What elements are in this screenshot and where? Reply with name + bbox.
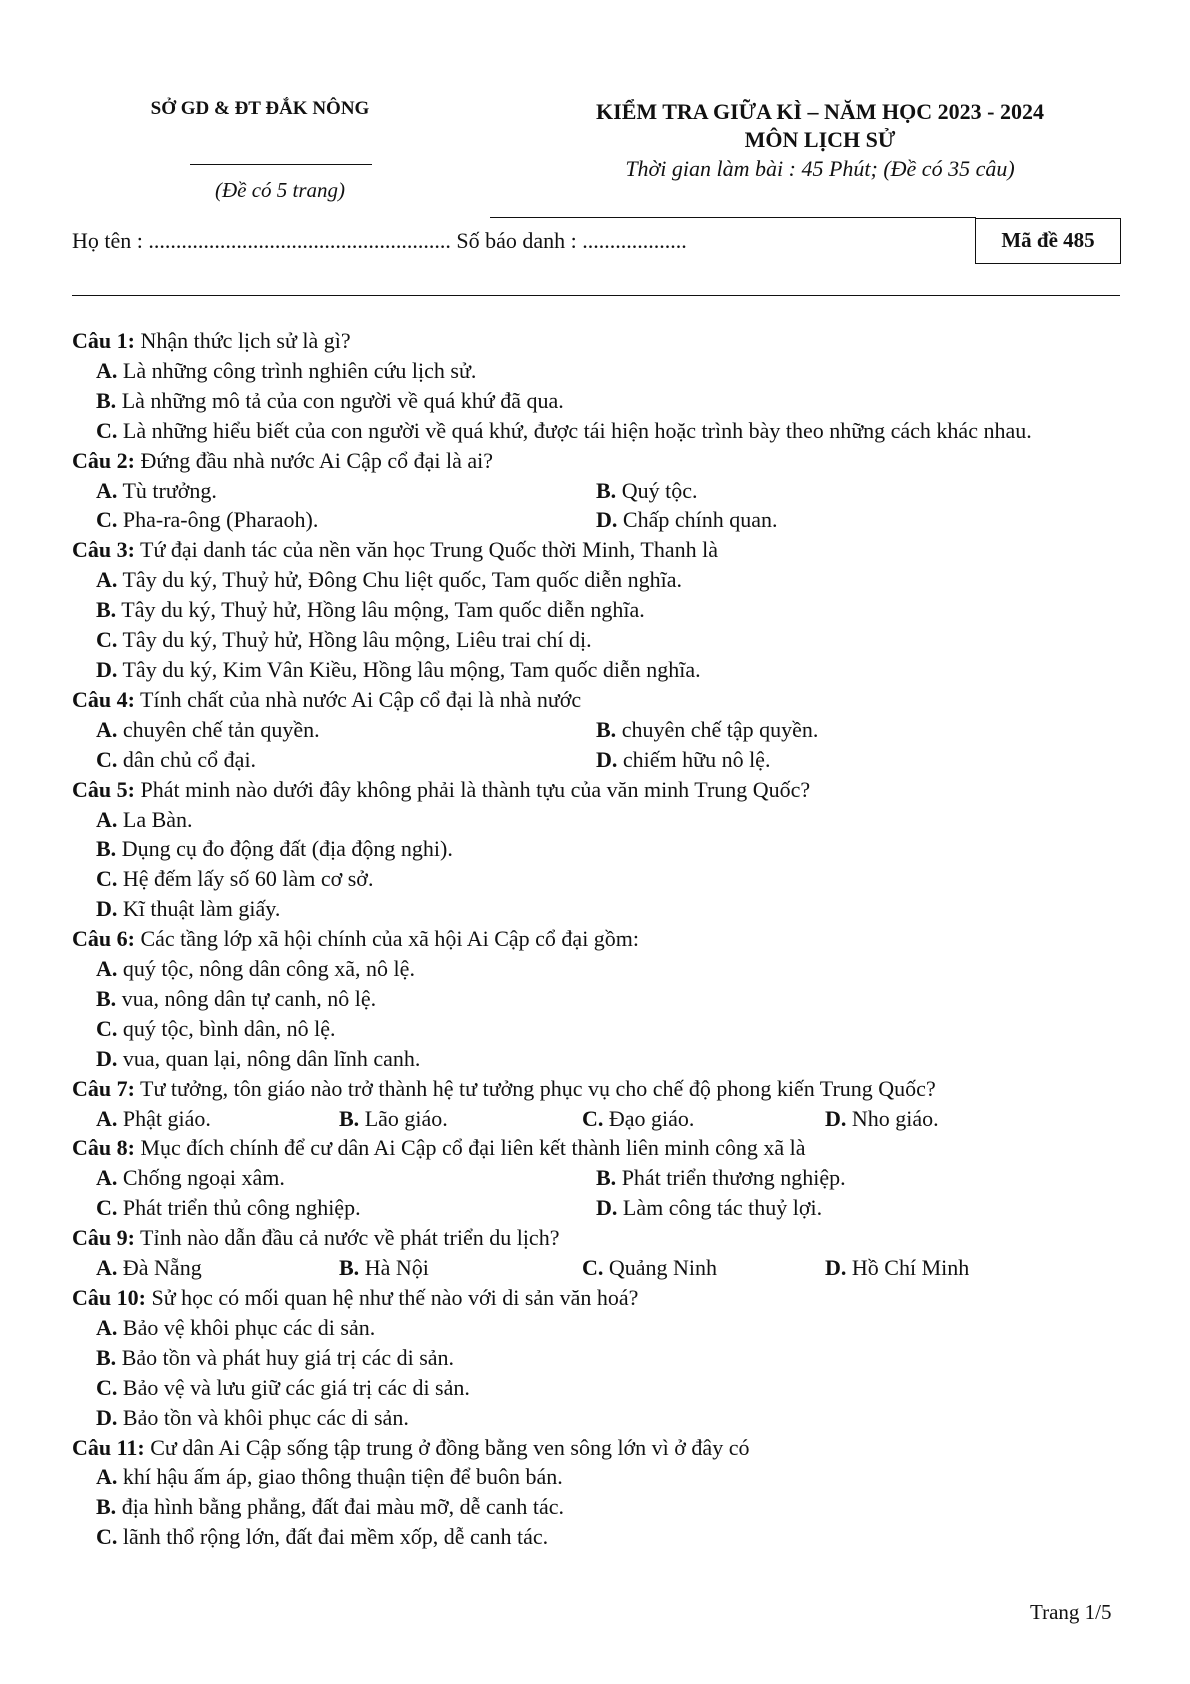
option-letter: B.	[96, 1494, 117, 1520]
option-text: Chấp chính quan.	[617, 507, 778, 533]
answer-option	[72, 984, 1127, 1014]
option-text: Quý tộc.	[616, 477, 698, 503]
option-letter: B.	[339, 1255, 360, 1281]
option-letter: A.	[96, 716, 118, 742]
answer-option	[72, 416, 1127, 446]
option-letter: B.	[596, 716, 617, 742]
question-label: Câu 3:	[72, 537, 135, 563]
question-stem	[72, 685, 1127, 715]
question-label: Câu 5:	[72, 776, 135, 802]
option-letter: B.	[96, 597, 117, 623]
answer-option	[72, 954, 1127, 984]
option-letter: C.	[96, 866, 118, 892]
option-text: Tây du ký, Thuỷ hử, Đông Chu liệt quốc, Tam quốc diễn nghĩa.	[117, 567, 682, 593]
option-text: Hồ Chí Minh	[846, 1255, 970, 1281]
option-row	[72, 1253, 1127, 1283]
answer-option	[596, 715, 1096, 745]
question-label: Câu 8:	[72, 1135, 135, 1161]
question-stem	[72, 775, 1127, 805]
answer-option	[72, 1343, 1127, 1373]
option-text: quý tộc, bình dân, nô lệ.	[117, 1015, 336, 1041]
answer-option	[72, 565, 1127, 595]
option-letter: B.	[596, 1165, 617, 1191]
option-text: Hà Nội	[359, 1255, 429, 1281]
answer-option	[72, 356, 1127, 386]
answer-option	[72, 1403, 1127, 1433]
question-label: Câu 10:	[72, 1285, 146, 1310]
option-text: Pha-ra-ông (Pharaoh).	[117, 507, 319, 533]
option-row	[72, 1193, 1127, 1223]
answer-option	[72, 864, 1127, 894]
department-name: SỞ GD & ĐT ĐẮK NÔNG	[150, 98, 370, 119]
option-letter: A.	[96, 1464, 118, 1490]
question-text: Tư tưởng, tôn giáo nào trở thành hệ tư tưởng phục vụ cho chế độ phong kiến Trung Quốc?	[134, 1075, 936, 1101]
option-letter: D.	[825, 1255, 847, 1281]
option-text: khí hậu ấm áp, giao thông thuận tiện để buôn bán.	[117, 1464, 563, 1490]
option-text: Là những công trình nghiên cứu lịch sử.	[117, 357, 477, 383]
header-divider-right	[490, 217, 976, 218]
question-stem	[72, 1223, 1127, 1253]
question-block	[72, 1074, 1127, 1134]
option-letter: B.	[96, 387, 117, 413]
question-label: Câu 11:	[72, 1434, 145, 1460]
exam-code-box: Mã đề 485	[975, 218, 1121, 264]
question-stem	[72, 1074, 1127, 1104]
option-text: Phật giáo.	[117, 1105, 211, 1131]
answer-option	[596, 1163, 1096, 1193]
option-row	[72, 1163, 1127, 1193]
option-text: Bảo tồn và khôi phục các di sản.	[117, 1404, 409, 1430]
answer-option	[72, 1313, 1127, 1343]
exam-title: KIỂM TRA GIỮA KÌ – NĂM HỌC 2023 - 2024	[596, 99, 1044, 124]
option-text: Bảo vệ khôi phục các di sản.	[117, 1314, 376, 1340]
question-text: Nhận thức lịch sử là gì?	[134, 328, 351, 353]
option-row	[72, 745, 1127, 775]
option-text: lãnh thổ rộng lớn, đất đai mềm xốp, dễ canh tác.	[117, 1524, 549, 1550]
question-block	[72, 1433, 1127, 1553]
answer-option	[582, 1104, 825, 1134]
question-text: Sử học có mối quan hệ như thế nào với di sản văn hoá?	[145, 1285, 639, 1310]
option-letter: A.	[96, 567, 118, 593]
answer-option	[72, 476, 596, 506]
option-text: Bảo vệ và lưu giữ các giá trị các di sản.	[117, 1374, 470, 1400]
option-letter: C.	[582, 1255, 604, 1281]
option-text: Là những mô tả của con người về quá khứ đã qua.	[116, 387, 564, 413]
option-text: chiếm hữu nô lệ.	[617, 746, 771, 772]
option-letter: B.	[96, 1344, 117, 1370]
option-letter: A.	[96, 806, 118, 832]
question-stem	[72, 326, 1127, 356]
option-text: Làm công tác thuỷ lợi.	[617, 1195, 823, 1221]
question-label: Câu 9:	[72, 1225, 135, 1251]
question-block	[72, 775, 1127, 925]
answer-option	[72, 1253, 339, 1283]
question-block	[72, 326, 1127, 446]
option-letter: C.	[96, 507, 118, 533]
answer-option	[72, 1462, 1127, 1492]
answer-option	[72, 505, 596, 535]
option-letter: B.	[339, 1105, 360, 1131]
answer-option	[72, 1193, 596, 1223]
option-text: Đạo giáo.	[603, 1105, 695, 1131]
option-letter: C.	[96, 1195, 118, 1221]
pages-note: (Đề có 5 trang)	[214, 178, 346, 202]
option-text: Bảo tồn và phát huy giá trị các di sản.	[116, 1344, 455, 1370]
option-letter: D.	[825, 1105, 847, 1131]
option-letter: C.	[582, 1105, 604, 1131]
header-divider-left	[190, 164, 372, 165]
answer-option	[72, 386, 1127, 416]
answer-option	[72, 715, 596, 745]
option-text: Tây du ký, Kim Vân Kiều, Hồng lâu mộng, Tam quốc diễn nghĩa.	[117, 656, 701, 682]
answer-option	[72, 745, 596, 775]
option-letter: C.	[96, 746, 118, 772]
option-letter: D.	[596, 746, 618, 772]
question-stem	[72, 535, 1127, 565]
page-number: Trang 1/5	[1030, 1600, 1112, 1624]
option-letter: C.	[96, 1015, 118, 1041]
answer-option	[72, 834, 1127, 864]
question-block	[72, 924, 1127, 1074]
option-text: Phát triển thương nghiệp.	[616, 1165, 846, 1191]
question-text: Tính chất của nhà nước Ai Cập cổ đại là nhà nước	[134, 686, 582, 712]
option-letter: A.	[96, 956, 118, 982]
option-text: dân chủ cổ đại.	[117, 746, 257, 772]
answer-option	[72, 1522, 1127, 1552]
answer-option	[72, 625, 1127, 655]
option-letter: C.	[96, 1524, 118, 1550]
question-text: Phát minh nào dưới đây không phải là thành tựu của văn minh Trung Quốc?	[134, 776, 811, 802]
question-label: Câu 6:	[72, 926, 135, 952]
answer-option	[72, 1014, 1127, 1044]
option-text: Tây du ký, Thuỷ hử, Hồng lâu mộng, Liêu trai chí dị.	[117, 627, 592, 653]
option-text: Tù trưởng.	[117, 477, 217, 503]
question-text: Các tầng lớp xã hội chính của xã hội Ai Cập cổ đại gồm:	[134, 926, 640, 952]
option-letter: A.	[96, 357, 118, 383]
option-text: Phát triển thủ công nghiệp.	[117, 1195, 361, 1221]
option-text: Quảng Ninh	[603, 1255, 718, 1281]
option-letter: A.	[96, 1255, 118, 1281]
question-list	[72, 326, 1127, 1552]
option-letter: A.	[96, 477, 118, 503]
question-block	[72, 1133, 1127, 1223]
option-letter: A.	[96, 1165, 118, 1191]
option-letter: D.	[596, 1195, 618, 1221]
option-text: Hệ đếm lấy số 60 làm cơ sở.	[117, 866, 374, 892]
answer-option	[72, 595, 1127, 625]
question-block	[72, 685, 1127, 775]
option-text: địa hình bằng phẳng, đất đai màu mỡ, dễ canh tác.	[116, 1494, 565, 1520]
option-text: Là những hiểu biết của con người về quá khứ, được tái hiện hoặc trình bày theo những cách khác nhau.	[117, 417, 1032, 443]
option-letter: D.	[96, 656, 118, 682]
option-letter: A.	[96, 1105, 118, 1131]
option-letter: D.	[596, 507, 618, 533]
option-letter: C.	[96, 417, 118, 443]
question-text: Mục đích chính để cư dân Ai Cập cổ đại liên kết thành liên minh công xã là	[134, 1135, 806, 1161]
question-text: Tỉnh nào dẫn đầu cả nước về phát triển du lịch?	[134, 1225, 560, 1251]
option-text: chuyên chế tản quyền.	[117, 716, 320, 742]
question-text: Đứng đầu nhà nước Ai Cập cổ đại là ai?	[134, 447, 494, 473]
option-row	[72, 476, 1127, 506]
answer-option	[596, 1193, 1096, 1223]
answer-option	[596, 505, 1096, 535]
question-stem	[72, 1283, 1127, 1313]
answer-option	[596, 476, 1096, 506]
question-label: Câu 7:	[72, 1075, 135, 1101]
option-row	[72, 505, 1127, 535]
answer-option	[596, 745, 1096, 775]
option-letter: B.	[96, 836, 117, 862]
exam-heading	[520, 98, 1120, 154]
option-text: Kĩ thuật làm giấy.	[117, 896, 281, 922]
option-row	[72, 715, 1127, 745]
option-letter: D.	[96, 1045, 118, 1071]
answer-option	[72, 1373, 1127, 1403]
option-text: chuyên chế tập quyền.	[616, 716, 819, 742]
answer-option	[825, 1253, 1068, 1283]
option-text: Chống ngoại xâm.	[117, 1165, 285, 1191]
question-block	[72, 1283, 1127, 1433]
subject-title: MÔN LỊCH SỬ	[744, 127, 896, 152]
question-stem	[72, 924, 1127, 954]
option-text: Lão giáo.	[359, 1105, 448, 1131]
answer-option	[825, 1104, 1068, 1134]
question-stem	[72, 1433, 1127, 1463]
answer-option	[339, 1253, 582, 1283]
question-block	[72, 446, 1127, 536]
answer-option	[72, 894, 1127, 924]
option-letter: A.	[96, 1314, 118, 1340]
answer-option	[72, 1104, 339, 1134]
option-letter: B.	[596, 477, 617, 503]
question-text: Tứ đại danh tác của nền văn học Trung Quốc thời Minh, Thanh là	[134, 537, 718, 563]
option-letter: C.	[96, 627, 118, 653]
option-text: Dụng cụ đo động đất (địa động nghi).	[116, 836, 453, 862]
answer-option	[339, 1104, 582, 1134]
option-text: vua, quan lại, nông dân lĩnh canh.	[117, 1045, 421, 1071]
option-letter: B.	[96, 985, 117, 1011]
question-text: Cư dân Ai Cập sống tập trung ở đồng bằng ven sông lớn vì ở đây có	[144, 1434, 750, 1460]
student-info-line: Họ tên : ....................................................... Số báo danh : ...................	[72, 228, 687, 253]
time-note: Thời gian làm bài : 45 Phút; (Đề có 35 câu)	[625, 156, 1015, 181]
option-text: La Bàn.	[117, 806, 193, 832]
answer-option	[72, 1492, 1127, 1522]
question-label: Câu 4:	[72, 686, 135, 712]
question-block	[72, 1223, 1127, 1283]
option-text: quý tộc, nông dân công xã, nô lệ.	[117, 956, 415, 982]
answer-option	[72, 655, 1127, 685]
option-row	[72, 1104, 1127, 1134]
question-block	[72, 535, 1127, 685]
header-divider-bottom	[72, 295, 1120, 296]
answer-option	[72, 1163, 596, 1193]
option-text: Đà Nẵng	[117, 1255, 202, 1281]
answer-option	[72, 805, 1127, 835]
question-label: Câu 1:	[72, 328, 135, 353]
option-text: Tây du ký, Thuỷ hử, Hồng lâu mộng, Tam quốc diễn nghĩa.	[116, 597, 645, 623]
option-text: vua, nông dân tự canh, nô lệ.	[116, 985, 377, 1011]
option-letter: C.	[96, 1374, 118, 1400]
question-stem	[72, 1133, 1127, 1163]
option-letter: D.	[96, 896, 118, 922]
question-stem	[72, 446, 1127, 476]
answer-option	[72, 1044, 1127, 1074]
option-text: Nho giáo.	[846, 1105, 939, 1131]
question-label: Câu 2:	[72, 447, 135, 473]
option-letter: D.	[96, 1404, 118, 1430]
answer-option	[582, 1253, 825, 1283]
